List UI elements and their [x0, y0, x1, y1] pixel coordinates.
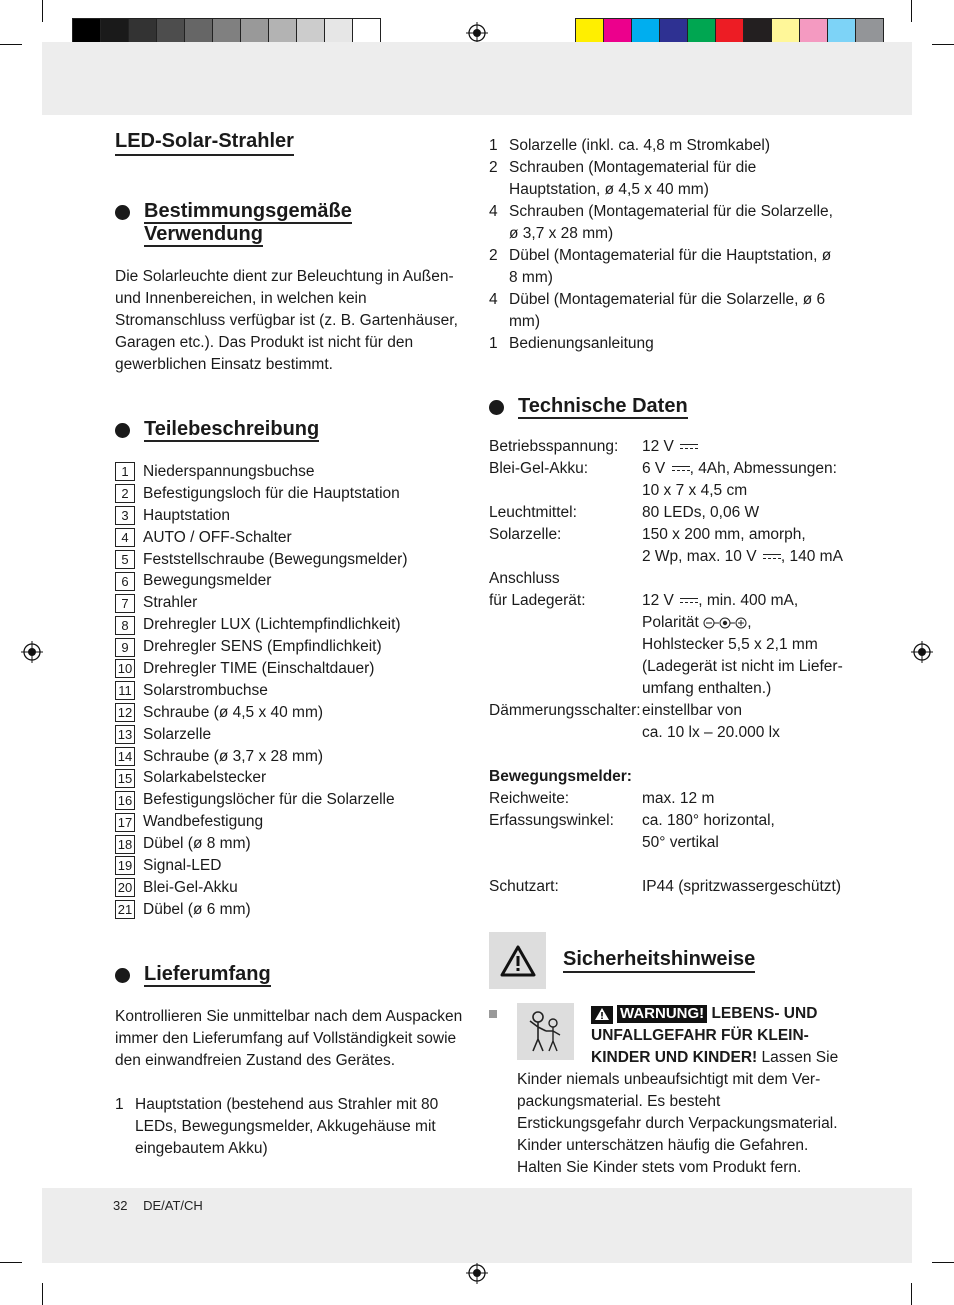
crop-mark — [0, 44, 22, 45]
safety-warning — [489, 1003, 841, 1179]
list-item — [115, 636, 467, 658]
part-label: Bewegungsmelder — [143, 572, 272, 590]
item-quantity: 4 — [489, 203, 498, 220]
list-item — [115, 461, 467, 483]
part-label: Feststellschraube (Bewegungsmelder) — [143, 550, 408, 568]
list-item — [115, 658, 467, 680]
item-text: Solarzelle (inkl. ca. 4,8 m Stromkabel) — [509, 137, 771, 154]
warning-text: Lassen Sie Kinder niemals unbeaufsichtigt mit dem Ver-packungsmaterial. Es besteht Erstickungsgefahr durch Verpackungsmaterial. Kinder unterschätzen häufig die Gefahren. Halten Sie Kinder stets vom Produkt fern. — [517, 1049, 839, 1176]
dc-symbol-icon — [672, 465, 690, 473]
part-number: 10 — [115, 659, 135, 678]
table-row: Solarzelle: 150 x 200 mm, amorph, 2 Wp, max. 10 V , 140 mA — [489, 526, 843, 565]
part-number: 16 — [115, 791, 135, 810]
section-heading-safety — [489, 932, 841, 989]
table-row: Leuchtmittel: 80 LEDs, 0,06 W — [489, 504, 760, 521]
table-row: Anschluss für Ladegerät: 12 V , min. 400 mA, Polarität , Hohlstecker 5,5 x 2,1 mm (Ladegerät ist nicht im Liefer- umfang enthalten.) — [489, 570, 843, 697]
part-label: Drehregler SENS (Empfindlichkeit) — [143, 638, 382, 656]
locale-label: DE/AT/CH — [143, 1198, 203, 1213]
motion-heading: Bewegungsmelder: — [489, 768, 632, 785]
item-text: Schrauben (Montagematerial für die Solarzelle, ø 3,7 x 28 mm) — [509, 203, 833, 242]
table-row: Blei-Gel-Akku: 6 V , 4Ah, Abmessungen: 10 x 7 x 4,5 cm — [489, 460, 837, 499]
registration-mark-icon — [911, 641, 933, 663]
list-item — [489, 135, 841, 157]
warning-triangle-icon — [489, 932, 546, 989]
crop-mark — [932, 1262, 954, 1263]
item-quantity: 1 — [489, 137, 498, 154]
list-item — [115, 746, 467, 768]
part-label: Strahler — [143, 594, 198, 612]
part-number: 9 — [115, 638, 135, 657]
section-heading-tech — [489, 395, 841, 418]
item-text: Bedienungsanleitung — [509, 335, 654, 352]
list-item — [115, 570, 467, 592]
part-label: Wandbefestigung — [143, 813, 264, 831]
crop-mark — [0, 1262, 22, 1263]
part-number: 5 — [115, 550, 135, 569]
list-item — [115, 527, 467, 549]
list-item — [115, 767, 467, 789]
list-item — [115, 702, 467, 724]
list-item — [115, 483, 467, 505]
crop-mark — [911, 0, 912, 22]
bullet-icon — [115, 205, 130, 220]
table-row: Schutzart: IP44 (spritzwassergeschützt) — [489, 878, 841, 895]
registration-mark-icon — [466, 1262, 488, 1284]
section-title-safety: Sicherheitshinweise — [563, 948, 755, 973]
crop-mark — [932, 44, 954, 45]
list-item — [115, 833, 467, 855]
part-label: Dübel (ø 6 mm) — [143, 900, 251, 918]
list-item — [115, 724, 467, 746]
crop-mark — [42, 1283, 43, 1305]
list-item — [115, 614, 467, 636]
list-item — [115, 877, 467, 899]
part-label: Dübel (ø 8 mm) — [143, 835, 251, 853]
part-number: 14 — [115, 747, 135, 766]
page-number: 32 — [113, 1198, 128, 1213]
list-item — [489, 157, 841, 201]
part-label: AUTO / OFF-Schalter — [143, 528, 292, 546]
header-band — [42, 42, 912, 115]
part-number: 2 — [115, 484, 135, 503]
section-heading-parts — [115, 418, 467, 441]
right-column — [489, 135, 841, 1179]
part-label: Niederspannungsbuchse — [143, 462, 315, 480]
section-title-parts: Teilebeschreibung — [144, 418, 320, 440]
page-footer — [113, 1198, 215, 1213]
part-number: 20 — [115, 878, 135, 897]
parts-list — [115, 461, 467, 921]
section-heading-use — [115, 200, 467, 246]
part-label: Hauptstation — [143, 506, 231, 524]
square-bullet-icon — [489, 1010, 497, 1018]
bullet-icon — [115, 968, 130, 983]
list-item — [115, 592, 467, 614]
part-number: 15 — [115, 769, 135, 788]
dc-symbol-icon — [680, 443, 698, 451]
part-number: 6 — [115, 572, 135, 591]
section-title-tech: Technische Daten — [518, 395, 688, 417]
bullet-icon — [115, 423, 130, 438]
part-number: 18 — [115, 835, 135, 854]
item-quantity: 2 — [489, 159, 498, 176]
list-item — [115, 549, 467, 571]
left-column — [115, 130, 467, 1160]
part-number: 11 — [115, 681, 135, 700]
delivery-item: 1 Hauptstation (bestehend aus Strahler mit 80 LEDs, Bewegungsmelder, Akkugehäuse mit eingebautem Akku) — [115, 1095, 439, 1157]
delivery-paragraph: Kontrollieren Sie unmittelbar nach dem Auspacken immer den Lieferumfang auf Vollständigkeit sowie den einwandfreien Zustand des Gerätes. — [115, 1007, 463, 1069]
part-number: 3 — [115, 506, 135, 525]
item-text: Schrauben (Montagematerial für die Hauptstation, ø 4,5 x 40 mm) — [509, 159, 757, 198]
part-label: Solarstrombuchse — [143, 681, 268, 699]
part-number: 4 — [115, 528, 135, 547]
part-number: 7 — [115, 594, 135, 613]
part-number: 21 — [115, 900, 135, 919]
list-item — [115, 811, 467, 833]
item-quantity: 1 — [489, 335, 498, 352]
list-item — [115, 505, 467, 527]
table-row: Reichweite: max. 12 m — [489, 790, 715, 807]
part-label: Signal-LED — [143, 856, 222, 874]
part-number: 8 — [115, 616, 135, 635]
item-quantity: 4 — [489, 291, 498, 308]
list-item — [115, 855, 467, 877]
part-label: Befestigungsloch für die Hauptstation — [143, 484, 400, 502]
page-title: LED-Solar-Strahler — [115, 130, 294, 156]
section-title-delivery: Lieferumfang — [144, 962, 271, 985]
part-number: 13 — [115, 725, 135, 744]
list-item — [115, 899, 467, 921]
delivery-list-continued — [489, 135, 841, 355]
part-number: 12 — [115, 703, 135, 722]
part-label: Solarkabelstecker — [143, 769, 267, 787]
item-text: Dübel (Montagematerial für die Hauptstation, ø 8 mm) — [509, 247, 832, 286]
part-number: 17 — [115, 813, 135, 832]
list-item — [115, 680, 467, 702]
part-number: 19 — [115, 856, 135, 875]
list-item — [489, 333, 841, 355]
part-label: Solarzelle — [143, 725, 212, 743]
part-label: Drehregler TIME (Einschaltdauer) — [143, 659, 375, 677]
motion-specs-table — [489, 788, 849, 898]
item-text: Dübel (Montagematerial für die Solarzelle, ø 6 mm) — [509, 291, 826, 330]
warning-label: WARNUNG! — [617, 1005, 707, 1023]
bullet-icon — [489, 400, 504, 415]
part-label: Befestigungslöcher für die Solarzelle — [143, 791, 395, 809]
part-label: Blei-Gel-Akku — [143, 878, 238, 896]
part-number: 1 — [115, 462, 135, 481]
warning-bold-text: LEBENS- UND UNFALLGEFAHR FÜR KLEIN-KINDER UND KINDER! — [591, 1005, 818, 1066]
part-label: Schraube (ø 3,7 x 28 mm) — [143, 747, 324, 765]
dc-symbol-icon — [680, 597, 698, 605]
table-row: Dämmerungsschalter: einstellbar von ca. 10 lx – 20.000 lx — [489, 702, 780, 741]
list-item — [489, 245, 841, 289]
list-item — [489, 289, 841, 333]
child-warning-icon — [517, 1003, 574, 1060]
part-label: Drehregler LUX (Lichtempfindlichkeit) — [143, 616, 401, 634]
tech-specs-table — [489, 436, 849, 744]
crop-mark — [42, 0, 43, 22]
polarity-symbol-icon — [703, 616, 747, 630]
section-heading-delivery — [115, 963, 467, 986]
section-title-use: Bestimmungsgemäße Verwendung — [144, 200, 352, 245]
part-label: Schraube (ø 4,5 x 40 mm) — [143, 703, 324, 721]
warning-small-icon — [591, 1006, 613, 1024]
list-item — [115, 789, 467, 811]
registration-mark-icon — [466, 22, 488, 44]
registration-mark-icon — [21, 641, 43, 663]
table-row: Betriebsspannung: 12 V — [489, 436, 849, 458]
crop-mark — [911, 1283, 912, 1305]
use-paragraph: Die Solarleuchte dient zur Beleuchtung in Außen- und Innenbereichen, in welchen kein Stromanschluss verfügbar ist (z. B. Gartenhäuser, Garagen etc.). Das Produkt ist nicht für den gewerblichen Einsatz bestimmt. — [115, 268, 458, 373]
dc-symbol-icon — [763, 553, 781, 561]
table-row: Erfassungswinkel: ca. 180° horizontal, 50° vertikal — [489, 812, 775, 851]
list-item — [489, 201, 841, 245]
item-quantity: 2 — [489, 247, 498, 264]
